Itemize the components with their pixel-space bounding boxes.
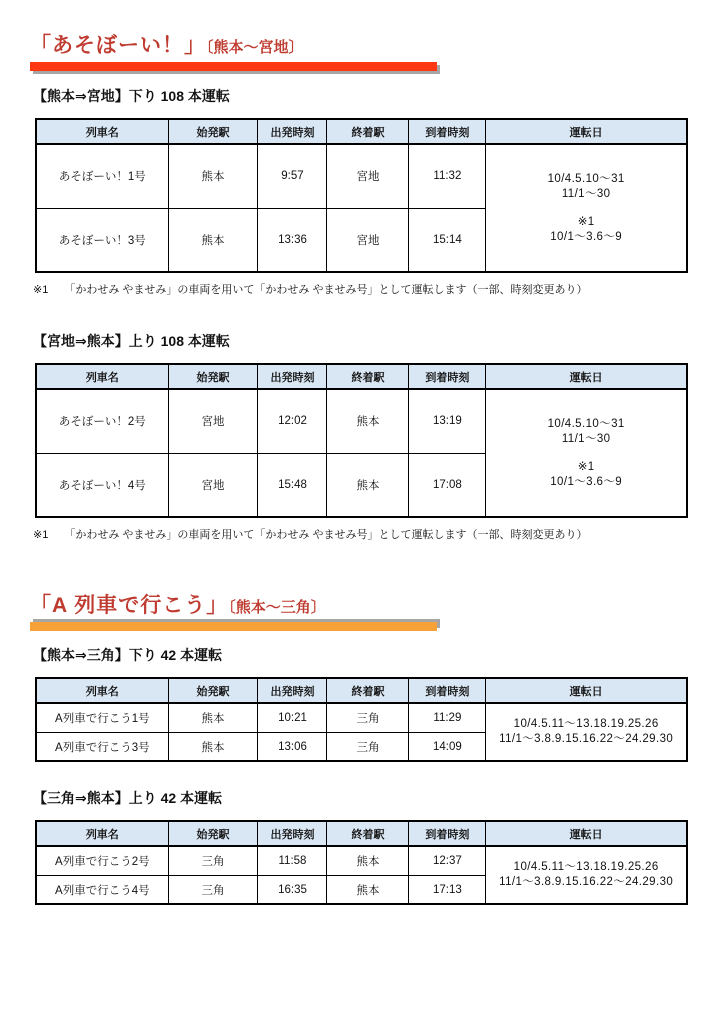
arrival-cell: 17:13 <box>409 875 486 904</box>
col-arrival: 到着時刻 <box>409 821 486 846</box>
table-note <box>33 281 721 297</box>
table-heading-kumamoto-miyaji: 【熊本⇒宮地】下り 108 本運転 <box>33 88 230 105</box>
departure-cell: 13:36 <box>258 208 327 272</box>
col-train-name: 列車名 <box>36 821 168 846</box>
origin-cell: 熊本 <box>168 732 258 761</box>
operating-days-cell <box>486 389 687 517</box>
table-heading-kumamoto-misumi: 【熊本⇒三角】下り 42 本運転 <box>33 647 223 664</box>
departure-cell: 9:57 <box>258 144 327 208</box>
col-departure: 出発時刻 <box>258 678 327 703</box>
origin-cell: 宮地 <box>168 453 258 517</box>
terminal-cell: 熊本 <box>327 453 409 517</box>
terminal-cell: 宮地 <box>327 208 409 272</box>
departure-cell: 12:02 <box>258 389 327 453</box>
col-operating-days: 運転日 <box>486 364 687 389</box>
timetable-down-42 <box>35 677 688 762</box>
arrival-cell: 13:19 <box>409 389 486 453</box>
table-row <box>36 144 687 208</box>
terminal-cell: 熊本 <box>327 846 409 875</box>
section-asoboy <box>30 34 721 542</box>
operating-days-note-ref: ※1 10/1～3.6～9 <box>550 215 623 243</box>
section-a-train <box>30 594 721 905</box>
col-origin: 始発駅 <box>168 364 258 389</box>
col-arrival: 到着時刻 <box>409 678 486 703</box>
col-origin: 始発駅 <box>168 119 258 144</box>
col-terminal: 終着駅 <box>327 678 409 703</box>
origin-cell: 熊本 <box>168 703 258 732</box>
operating-days-cell <box>486 703 687 761</box>
arrival-cell: 15:14 <box>409 208 486 272</box>
col-departure: 出発時刻 <box>258 821 327 846</box>
train-name-cell: あそぼーい！3号 <box>36 208 168 272</box>
section-title <box>30 34 721 58</box>
section-title-main: 「あそぼーい！」 <box>30 34 206 57</box>
operating-days-main: 10/4.5.11～13.18.19.25.26 11/1～3.8.9.15.16.22～24.29.30 <box>499 718 674 746</box>
orange-accent-bar <box>30 622 437 631</box>
header-row <box>36 364 687 389</box>
note-text: 「かわせみ やませみ」の車両を用いて「かわせみ やませみ号」として運転します（一部、時刻変更あり） <box>64 529 588 542</box>
header-row <box>36 821 687 846</box>
col-terminal: 終着駅 <box>327 364 409 389</box>
arrival-cell: 12:37 <box>409 846 486 875</box>
departure-cell: 10:21 <box>258 703 327 732</box>
operating-days-main: 10/4.5.11～13.18.19.25.26 11/1～3.8.9.15.16.22～24.29.30 <box>499 861 674 889</box>
terminal-cell: 三角 <box>327 703 409 732</box>
section-title <box>30 594 721 618</box>
col-departure: 出発時刻 <box>258 364 327 389</box>
origin-cell: 三角 <box>168 846 258 875</box>
arrival-cell: 17:08 <box>409 453 486 517</box>
col-terminal: 終着駅 <box>327 119 409 144</box>
col-operating-days: 運転日 <box>486 821 687 846</box>
col-origin: 始発駅 <box>168 821 258 846</box>
timetable-down-108 <box>35 118 688 273</box>
operating-days-note-ref: ※1 10/1～3.6～9 <box>550 460 623 488</box>
table-row <box>36 389 687 453</box>
col-operating-days: 運転日 <box>486 119 687 144</box>
note-ref-label: ※1 <box>33 284 49 297</box>
table-heading-miyaji-kumamoto: 【宮地⇒熊本】上り 108 本運転 <box>33 333 230 350</box>
col-train-name: 列車名 <box>36 364 168 389</box>
note-ref-label: ※1 <box>33 529 49 542</box>
train-name-cell: A列車で行こう1号 <box>36 703 168 732</box>
terminal-cell: 宮地 <box>327 144 409 208</box>
section-title-range: 〔熊本～宮地〕 <box>206 39 304 56</box>
train-name-cell: A列車で行こう3号 <box>36 732 168 761</box>
col-terminal: 終着駅 <box>327 821 409 846</box>
terminal-cell: 熊本 <box>327 875 409 904</box>
table-row <box>36 703 687 732</box>
table-row <box>36 846 687 875</box>
section-title-range: 〔熊本～三角〕 <box>228 599 326 617</box>
note-text: 「かわせみ やませみ」の車両を用いて「かわせみ やませみ号」として運転します（一部、時刻変更あり） <box>64 284 588 297</box>
timetable-up-108 <box>35 363 688 518</box>
col-arrival: 到着時刻 <box>409 119 486 144</box>
departure-cell: 16:35 <box>258 875 327 904</box>
arrival-cell: 11:29 <box>409 703 486 732</box>
terminal-cell: 三角 <box>327 732 409 761</box>
col-train-name: 列車名 <box>36 119 168 144</box>
train-name-cell: A列車で行こう4号 <box>36 875 168 904</box>
origin-cell: 三角 <box>168 875 258 904</box>
operating-days-cell <box>486 846 687 904</box>
timetable-up-42 <box>35 820 688 905</box>
origin-cell: 熊本 <box>168 208 258 272</box>
table-note <box>33 526 721 542</box>
arrival-cell: 14:09 <box>409 732 486 761</box>
departure-cell: 15:48 <box>258 453 327 517</box>
origin-cell: 熊本 <box>168 144 258 208</box>
train-name-cell: あそぼーい！4号 <box>36 453 168 517</box>
header-row <box>36 119 687 144</box>
col-train-name: 列車名 <box>36 678 168 703</box>
terminal-cell: 熊本 <box>327 389 409 453</box>
col-operating-days: 運転日 <box>486 678 687 703</box>
train-name-cell: あそぼーい！1号 <box>36 144 168 208</box>
operating-days-cell <box>486 144 687 272</box>
train-name-cell: A列車で行こう2号 <box>36 846 168 875</box>
departure-cell: 13:06 <box>258 732 327 761</box>
operating-days-main: 10/4.5.10～31 11/1～30 <box>547 172 625 200</box>
departure-cell: 11:58 <box>258 846 327 875</box>
header-row <box>36 678 687 703</box>
col-origin: 始発駅 <box>168 678 258 703</box>
red-accent-bar <box>30 62 437 71</box>
col-arrival: 到着時刻 <box>409 364 486 389</box>
origin-cell: 宮地 <box>168 389 258 453</box>
section-title-main: 「A 列車で行こう」 <box>30 594 229 618</box>
arrival-cell: 11:32 <box>409 144 486 208</box>
col-departure: 出発時刻 <box>258 119 327 144</box>
table-heading-misumi-kumamoto: 【三角⇒熊本】上り 42 本運転 <box>33 790 223 807</box>
train-name-cell: あそぼーい！2号 <box>36 389 168 453</box>
operating-days-main: 10/4.5.10～31 11/1～30 <box>547 417 625 445</box>
